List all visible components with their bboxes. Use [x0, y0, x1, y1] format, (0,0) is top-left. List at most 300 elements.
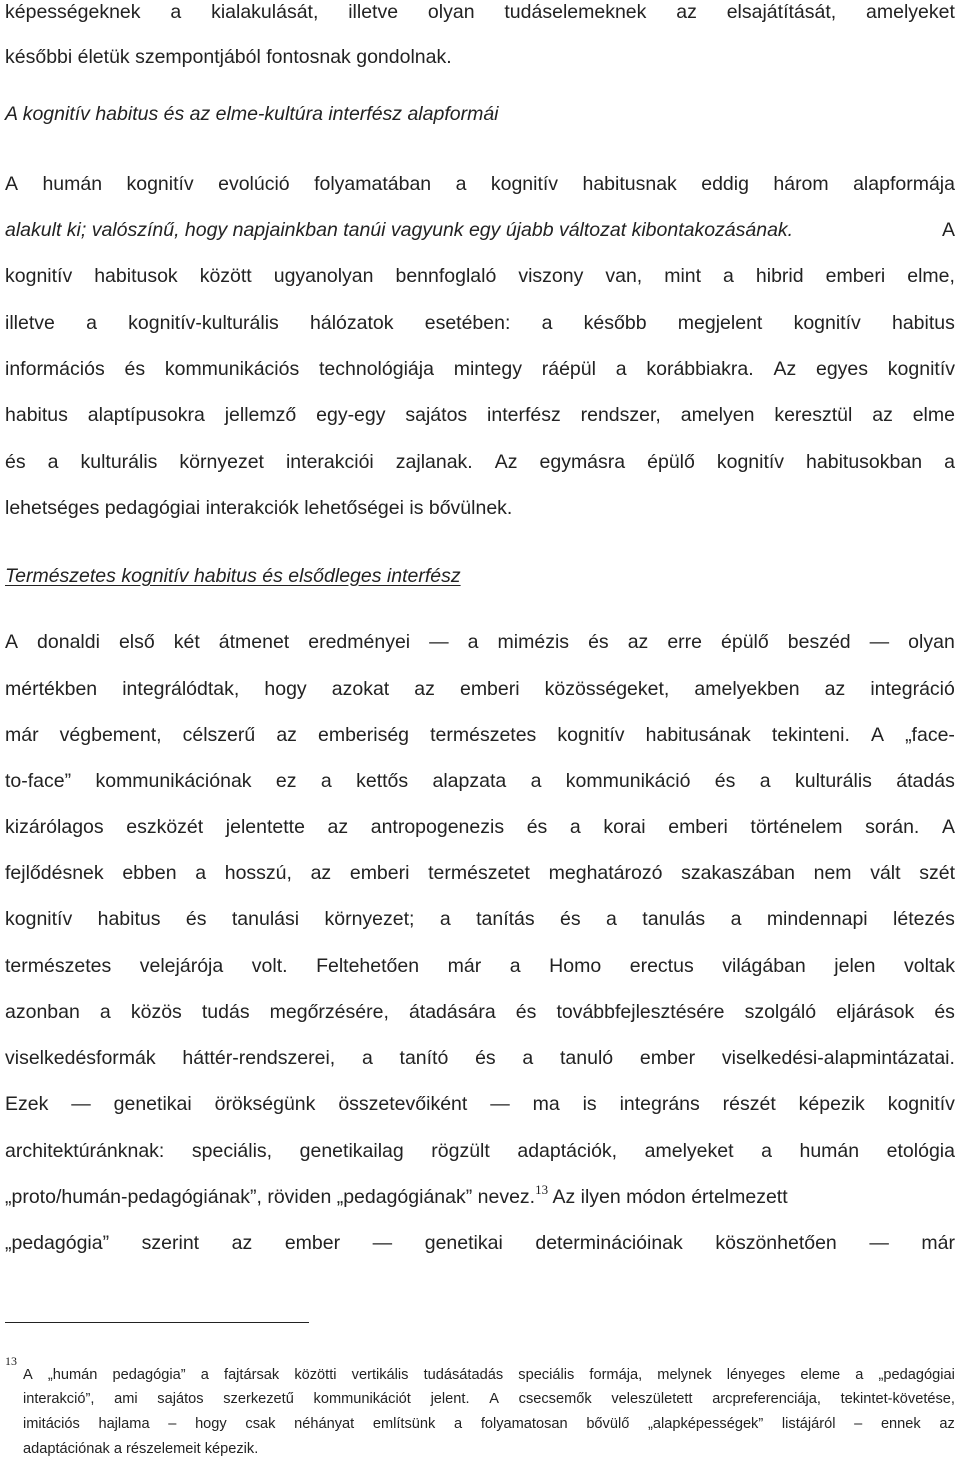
section-heading: A kognitív habitus és az elme-kultúra interfész alapformái — [5, 103, 499, 125]
word: kognitív — [716, 451, 785, 473]
word: két — [173, 631, 200, 653]
paragraph-line — [5, 1182, 955, 1209]
word: kognitív — [793, 312, 861, 334]
word: között — [199, 265, 252, 287]
word: közösségeket, — [544, 678, 670, 700]
word: nem — [813, 862, 852, 884]
word: viselkedésformák — [5, 1047, 156, 1069]
word: egyes — [815, 358, 869, 380]
word: Az — [494, 451, 518, 473]
word: történelem — [750, 816, 843, 838]
word: ma — [532, 1093, 560, 1115]
word: tanulás — [642, 908, 706, 930]
word: természetet — [428, 862, 530, 884]
word: emberi — [668, 816, 728, 838]
footnote-number: 13 — [5, 1354, 17, 1368]
word: integráció — [870, 678, 955, 700]
word: eleme — [800, 1367, 841, 1383]
word: lényeges — [726, 1367, 786, 1383]
word: adaptációk, — [517, 1140, 618, 1162]
paragraph-line — [5, 861, 955, 885]
word: kognitív — [557, 724, 625, 746]
word: tanulási — [231, 908, 300, 930]
word: említsünk — [372, 1416, 436, 1432]
word: erectus — [629, 955, 694, 977]
word: ugyanolyan — [273, 265, 374, 287]
word: rögzült — [431, 1140, 490, 1162]
footnote-line: adaptációnak a részelemeit képezik. — [23, 1441, 259, 1457]
word: „pedagógia” — [5, 1232, 110, 1254]
word: a — [761, 1140, 772, 1162]
word: hajlama — [98, 1416, 150, 1432]
word: képességeknek — [5, 1, 141, 23]
word: etológia — [886, 1140, 955, 1162]
word: jelen — [834, 955, 876, 977]
word: eljárások — [836, 1001, 915, 1023]
paragraph-line — [5, 311, 955, 335]
word: olyan — [427, 1, 475, 23]
word: emberi — [349, 862, 410, 884]
word: elme, — [907, 265, 955, 287]
word: sajátos — [157, 1391, 204, 1407]
word: és — [934, 1001, 955, 1023]
word: A — [5, 173, 19, 195]
word: tanítás — [476, 908, 535, 930]
word: melynek — [657, 1367, 712, 1383]
word: korai — [603, 816, 646, 838]
word: az — [231, 1232, 253, 1254]
word: architektúránknak: — [5, 1140, 165, 1162]
word: Az — [773, 358, 797, 380]
paragraph-line — [5, 264, 955, 288]
word: — — [869, 631, 890, 653]
paragraph-line — [5, 403, 955, 427]
word: kognitív — [887, 1093, 955, 1115]
word: a — [170, 1, 182, 23]
word: ennek — [880, 1416, 921, 1432]
word: A — [870, 724, 884, 746]
word: genetikai — [113, 1093, 192, 1115]
word: kialakulását, — [211, 1, 319, 23]
word: mimézis — [497, 631, 570, 653]
word: jelent. — [430, 1391, 470, 1407]
word: hálózatok — [310, 312, 394, 334]
word: hosszú, — [224, 862, 292, 884]
word: ember — [639, 1047, 696, 1069]
word: interakció”, — [23, 1391, 95, 1407]
word: részét — [722, 1093, 776, 1115]
paragraph-line — [5, 1092, 955, 1116]
word: és — [124, 358, 146, 380]
word: a — [455, 173, 467, 195]
word: mintegy — [453, 358, 522, 380]
word: bővülő — [586, 1416, 630, 1432]
text-fragment: Az ilyen módon értelmezett — [552, 1186, 788, 1208]
word: átmenet — [218, 631, 290, 653]
word: ez — [275, 770, 297, 792]
word: kommunikáció — [565, 770, 691, 792]
word: és — [5, 451, 26, 473]
word: a — [47, 451, 59, 473]
word: mértékben — [5, 678, 98, 700]
word: amelyeket — [644, 1140, 734, 1162]
word: „humán — [47, 1367, 98, 1383]
word: szolgáló — [744, 1001, 817, 1023]
word: volt. — [251, 955, 288, 977]
word: kognitív — [126, 173, 194, 195]
word: természetes — [5, 955, 112, 977]
word: amelyekben — [694, 678, 800, 700]
word: a — [615, 358, 627, 380]
word: genetikailag — [299, 1140, 404, 1162]
word: célszerű — [182, 724, 256, 746]
word: azonban — [5, 1001, 80, 1023]
word: habitusok — [94, 265, 178, 287]
word: és — [475, 1047, 496, 1069]
word: — — [869, 1232, 889, 1254]
word: ember — [284, 1232, 341, 1254]
word: során. — [865, 816, 920, 838]
word: eddig — [701, 173, 749, 195]
word: a — [439, 908, 451, 930]
word: a — [522, 1047, 534, 1069]
word: az — [627, 631, 649, 653]
word: habitusnak — [582, 173, 677, 195]
word: humán — [42, 173, 103, 195]
word: donaldi — [37, 631, 100, 653]
word: Ezek — [5, 1093, 49, 1115]
word: fejlődésnek — [5, 862, 104, 884]
paragraph-line: későbbi életük szempontjából fontosnak gondolnak. — [5, 46, 452, 68]
paragraph-line — [5, 907, 955, 931]
footnote-line — [23, 1366, 955, 1384]
word: megjelent — [677, 312, 763, 334]
word: információs — [5, 358, 105, 380]
word: amelyeket — [866, 1, 955, 23]
word: — — [490, 1093, 510, 1115]
word: veleszületett — [611, 1391, 693, 1407]
word: folyamatában — [314, 173, 432, 195]
word: viszony — [518, 265, 584, 287]
word: eszközét — [126, 816, 204, 838]
word: azokat — [331, 678, 390, 700]
word: illetve — [348, 1, 399, 23]
word: átadás — [896, 770, 955, 792]
word: kulturális — [80, 451, 158, 473]
word: A — [5, 631, 19, 653]
footnote-separator — [5, 1322, 309, 1323]
paragraph-line — [5, 1139, 955, 1163]
word: elsajátítását, — [726, 1, 837, 23]
word: ebben — [122, 862, 177, 884]
word: olyan — [908, 631, 955, 653]
word: formája, — [589, 1367, 643, 1383]
word: később — [583, 312, 647, 334]
word: az — [824, 678, 846, 700]
word: tekintet-követése, — [840, 1391, 955, 1407]
word: jellemző — [224, 404, 297, 426]
paragraph-line — [5, 677, 955, 701]
word: Homo — [549, 955, 602, 977]
word: és — [714, 770, 736, 792]
word: a — [454, 1416, 463, 1432]
word: az — [939, 1416, 955, 1432]
word: erre — [667, 631, 702, 653]
word: – — [168, 1416, 177, 1432]
word: kognitív — [887, 358, 955, 380]
word: integrálódtak, — [122, 678, 240, 700]
word: alaptípusokra — [87, 404, 205, 426]
word: amelyen — [680, 404, 755, 426]
word: „face- — [905, 724, 955, 746]
word: hibrid — [755, 265, 804, 287]
word: vertikális — [351, 1367, 409, 1383]
paragraph-line — [5, 954, 955, 978]
word: továbbfejlesztésére — [556, 1001, 725, 1023]
word: az — [872, 404, 893, 426]
paragraph-line — [5, 815, 955, 839]
word: a — [86, 312, 97, 334]
word: kommunikációnak — [95, 770, 252, 792]
word: már — [447, 955, 482, 977]
word: csak — [245, 1416, 276, 1432]
word: voltak — [904, 955, 955, 977]
word: tanuló — [560, 1047, 614, 1069]
word: vált — [870, 862, 901, 884]
paragraph-line — [5, 172, 955, 196]
paragraph-line — [5, 357, 955, 381]
word: a — [569, 816, 581, 838]
paragraph-line — [5, 1000, 955, 1024]
word: épülő — [647, 451, 695, 473]
word: evolúció — [218, 173, 290, 195]
word: a — [606, 908, 617, 930]
word: kommunikációs — [164, 358, 300, 380]
word: a — [99, 1001, 111, 1023]
word: habitusokban — [806, 451, 923, 473]
word: genetikai — [424, 1232, 503, 1254]
word: a — [320, 770, 332, 792]
word: közös — [130, 1001, 182, 1023]
word: és — [588, 631, 609, 653]
word: ráépül — [541, 358, 596, 380]
word: habitus — [97, 908, 161, 930]
word: épülő — [721, 631, 769, 653]
word: kognitív — [5, 265, 73, 287]
word: kognitív — [490, 173, 559, 195]
word: arcpreferenciája, — [712, 1391, 821, 1407]
word: első — [118, 631, 155, 653]
word: sajátos — [405, 404, 468, 426]
word: kizárólagos — [5, 816, 104, 838]
word: kommunikációt — [313, 1391, 411, 1407]
word: interfész — [487, 404, 561, 426]
word: a — [759, 770, 771, 792]
word: szerint — [141, 1232, 200, 1254]
word: speciális — [518, 1367, 575, 1383]
word: néhányat — [294, 1416, 355, 1432]
word: az — [676, 1, 697, 23]
word: mindennapi — [766, 908, 868, 930]
italic-phrase: alakult ki; valószínű, hogy napjainkban tanúi vagyunk egy újabb változat kibontakozásának. — [5, 219, 794, 241]
word: van, — [605, 265, 643, 287]
word: „alapképességek” — [648, 1416, 764, 1432]
paragraph-line — [5, 630, 955, 654]
word: rendszer, — [580, 404, 661, 426]
word: tudás — [201, 1001, 250, 1023]
word: alapzata — [432, 770, 507, 792]
word: emberi — [825, 265, 886, 287]
word: a — [195, 862, 207, 884]
word: a — [467, 631, 479, 653]
word: ami — [114, 1391, 138, 1407]
word: három — [773, 173, 829, 195]
word: esetében: — [424, 312, 511, 334]
word: emberi — [459, 678, 520, 700]
word: a — [944, 451, 955, 473]
word: velejárója — [139, 955, 224, 977]
word: technológiája — [319, 358, 434, 380]
word: keresztül — [774, 404, 853, 426]
word: A — [489, 1391, 499, 1407]
word: szét — [919, 862, 955, 884]
word: – — [854, 1416, 863, 1432]
word: kettős — [356, 770, 409, 792]
word: jelentette — [225, 816, 305, 838]
word: képezik — [798, 1093, 865, 1115]
footnote-ref[interactable]: 13 — [535, 1182, 549, 1197]
word: az — [414, 678, 435, 700]
word: Feltehetően — [316, 955, 420, 977]
word: imitációs — [23, 1416, 80, 1432]
paragraph-line — [5, 723, 955, 747]
word: örökségünk — [214, 1093, 316, 1115]
word: a — [541, 312, 553, 334]
word: közötti — [294, 1367, 337, 1383]
word: és — [515, 1001, 537, 1023]
word: is — [582, 1093, 597, 1115]
word: az — [327, 816, 349, 838]
word: folyamatosan — [480, 1416, 568, 1432]
word: végbement, — [59, 724, 162, 746]
word: mint — [664, 265, 702, 287]
word: beszéd — [787, 631, 851, 653]
word: átadására — [408, 1001, 496, 1023]
word: — — [372, 1232, 393, 1254]
word: már — [5, 724, 39, 746]
paragraph-line: lehetséges pedagógiai interakciók lehetőségei is bővülnek. — [5, 497, 513, 519]
word: hogy — [264, 678, 307, 700]
text-fragment: A — [941, 219, 955, 241]
word: viselkedési-alapmintázatai. — [721, 1047, 955, 1069]
word: egymásra — [539, 451, 626, 473]
word: emberiség — [317, 724, 410, 746]
footnote-line — [23, 1390, 955, 1408]
word: a — [200, 1367, 209, 1383]
word: és — [526, 816, 548, 838]
word: és — [185, 908, 207, 930]
word: kognitív-kulturális — [128, 312, 279, 334]
word: a — [855, 1367, 864, 1383]
word: már — [921, 1232, 955, 1254]
word: listájáról — [781, 1416, 836, 1432]
word: szerkezetű — [223, 1391, 294, 1407]
word: kulturális — [794, 770, 872, 792]
word: A — [23, 1367, 33, 1383]
word: a — [530, 770, 542, 792]
word: világában — [722, 955, 806, 977]
word: eredményei — [308, 631, 411, 653]
word: létezés — [893, 908, 955, 930]
word: bennfoglaló — [395, 265, 497, 287]
word: kognitív — [5, 908, 73, 930]
word: — — [429, 631, 449, 653]
word: csecsemők — [518, 1391, 592, 1407]
word: humán — [799, 1140, 860, 1162]
section-heading: Természetes kognitív habitus és elsődleges interfész — [5, 565, 461, 587]
word: háttér-rendszerei, — [182, 1047, 336, 1069]
word: illetve — [5, 312, 55, 334]
word: integráns — [619, 1093, 700, 1115]
word: a — [361, 1047, 373, 1069]
paragraph-line — [5, 769, 955, 793]
word: speciális, — [191, 1140, 273, 1162]
word: habitus — [891, 312, 955, 334]
word: „pedagógiai — [878, 1367, 955, 1383]
word: antropogenezis — [370, 816, 505, 838]
word: szakaszában — [681, 862, 795, 884]
word: alapformája — [853, 173, 955, 195]
paragraph-line — [5, 218, 955, 242]
word: A — [941, 816, 955, 838]
word: habitus — [5, 404, 68, 426]
word: a — [509, 955, 521, 977]
word: — — [71, 1093, 91, 1115]
word: meghatározó — [548, 862, 663, 884]
word: hogy — [195, 1416, 227, 1432]
word: tekinteni. — [771, 724, 850, 746]
paragraph-line — [5, 0, 955, 24]
word: zajlanak. — [395, 451, 473, 473]
word: egy-egy — [316, 404, 386, 426]
word: determinációinak — [535, 1232, 683, 1254]
word: és — [560, 908, 581, 930]
word: környezet; — [324, 908, 415, 930]
word: korábbiakra. — [646, 358, 754, 380]
word: interakciói — [285, 451, 374, 473]
word: pedagógia” — [112, 1367, 186, 1383]
word: megőrzésére, — [269, 1001, 389, 1023]
word: tudásátadás — [423, 1367, 504, 1383]
paragraph-line — [5, 450, 955, 474]
word: természetes — [430, 724, 537, 746]
paragraph-line — [5, 1046, 955, 1070]
word: környezet — [179, 451, 264, 473]
paragraph-line — [5, 1231, 955, 1255]
footnote-line — [23, 1415, 955, 1433]
text-fragment: „proto/humán-pedagógiának”, röviden „pedagógiának” nevez. — [5, 1186, 536, 1208]
word: tudáselemeknek — [504, 1, 647, 23]
word: a — [730, 908, 742, 930]
word: habitusának — [645, 724, 751, 746]
word: összetevőiként — [338, 1093, 468, 1115]
word: az — [276, 724, 297, 746]
word: to-face” — [5, 770, 72, 792]
word: elme — [912, 404, 955, 426]
word: az — [310, 862, 332, 884]
word: fajtársak — [224, 1367, 280, 1383]
word: köszönhetően — [715, 1232, 837, 1254]
